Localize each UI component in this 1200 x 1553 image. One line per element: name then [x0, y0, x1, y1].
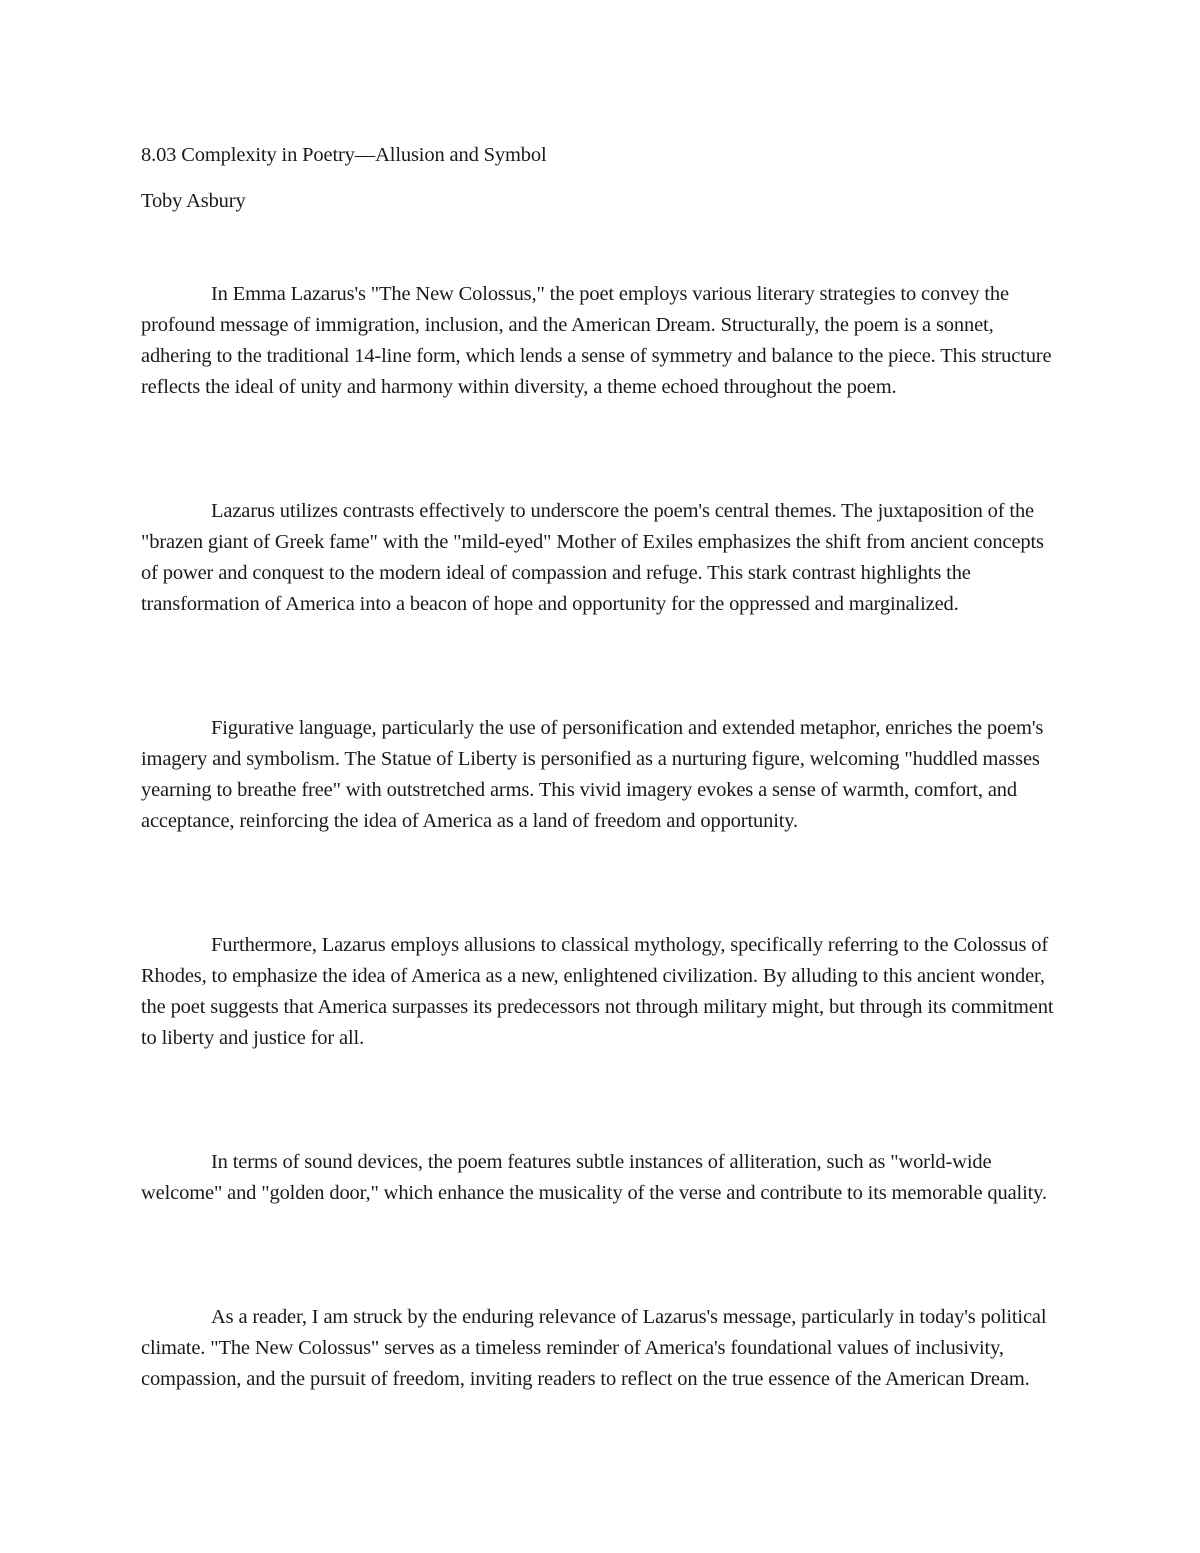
- paragraph-6: As a reader, I am struck by the enduring relevance of Lazarus's message, particularly in today's political climate. "The New Colossus" serves as a timeless reminder of America's foundational values of inclusivity, compassion, and the pursuit of freedom, inviting readers to reflect on the true essence of the American Dream.: [141, 1306, 1047, 1390]
- paragraph-3: Figurative language, particularly the use of personification and extended metaphor, enriches the poem's imagery and symbolism. The Statue of Liberty is personified as a nurturing figure, welcoming "huddled masses yearning to breathe free" with outstretched arms. This vivid imagery evokes a sense of warmth, comfort, and acceptance, reinforcing the idea of America as a land of freedom and opportunity.: [141, 717, 1044, 832]
- document-title: 8.03 Complexity in Poetry—Allusion and Symbol: [141, 144, 547, 166]
- paragraph-4: Furthermore, Lazarus employs allusions to classical mythology, specifically referring to the Colossus of Rhodes, to emphasize the idea of America as a new, enlightened civilization. By alluding to this ancient wonder, the poet suggests that America surpasses its predecessors not through military might, but through its commitment to liberty and justice for all.: [141, 934, 1054, 1049]
- author-name: Toby Asbury: [141, 190, 246, 212]
- paragraph-5: In terms of sound devices, the poem features subtle instances of alliteration, such as "world-wide welcome" and "golden door," which enhance the musicality of the verse and contribute to its memorable quality.: [141, 1151, 1047, 1204]
- paragraph-2: Lazarus utilizes contrasts effectively to underscore the poem's central themes. The juxtaposition of the "brazen giant of Greek fame" with the "mild-eyed" Mother of Exiles emphasizes the shift from ancient concepts of power and conquest to the modern ideal of compassion and refuge. This stark contrast highlights the transformation of America into a beacon of hope and opportunity for the oppressed and marginalized.: [141, 500, 1044, 615]
- essay-body: [141, 279, 1061, 1395]
- paragraph-1: In Emma Lazarus's "The New Colossus," the poet employs various literary strategies to convey the profound message of immigration, inclusion, and the American Dream. Structurally, the poem is a sonnet, adhering to the traditional 14-line form, which lends a sense of symmetry and balance to the piece. This structure reflects the ideal of unity and harmony within diversity, a theme echoed throughout the poem.: [141, 283, 1052, 398]
- document-content: [141, 140, 1061, 1395]
